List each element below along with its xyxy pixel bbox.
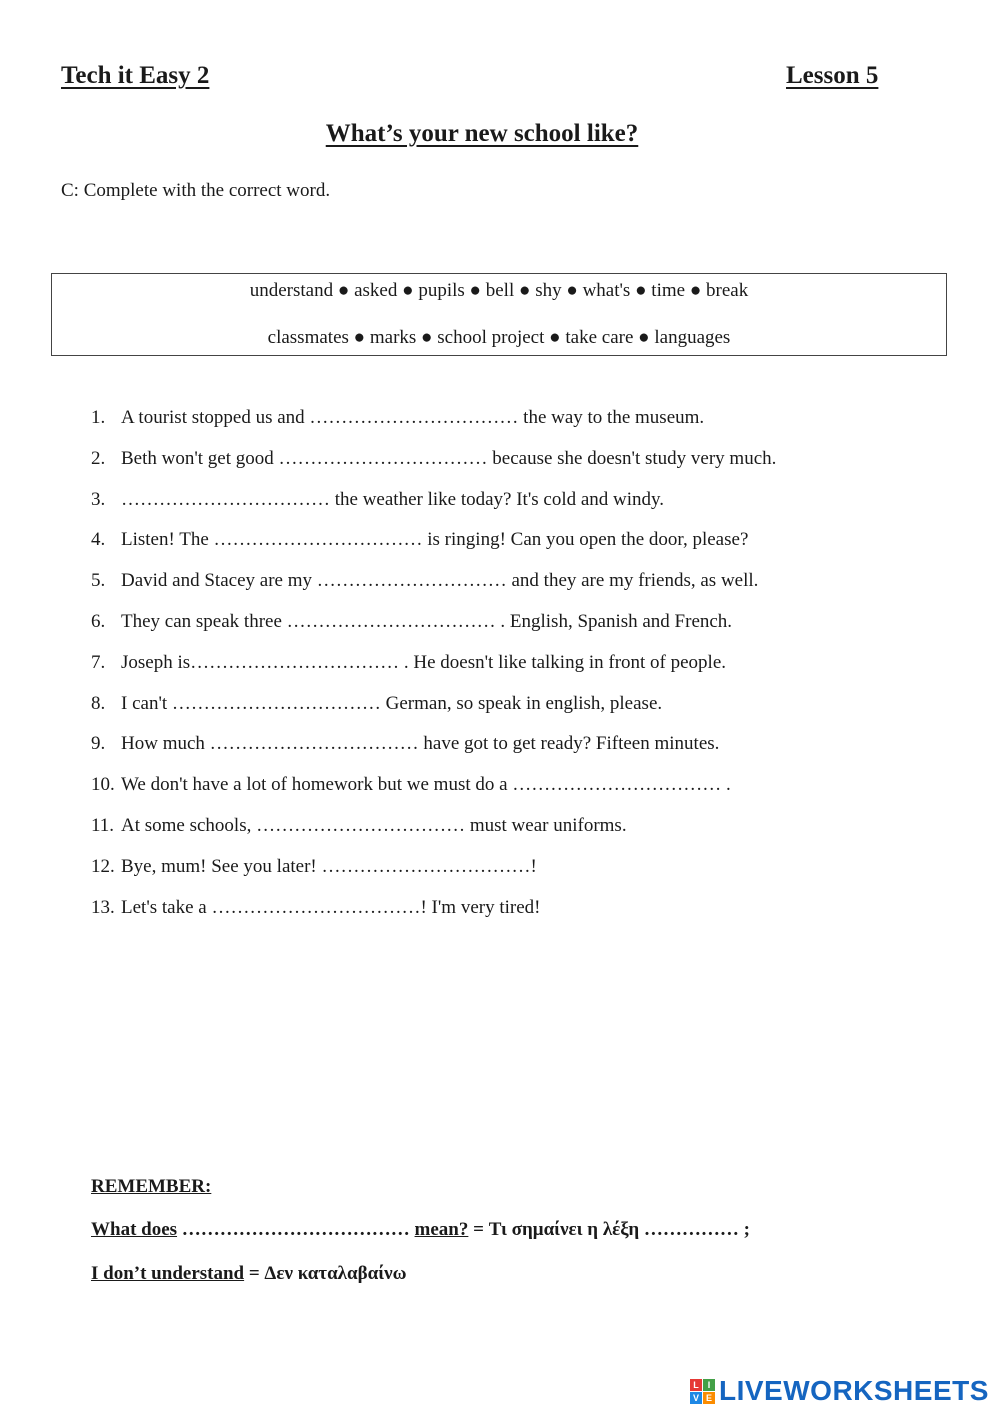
- question-text: At some schools, …………………………… must wear uniforms.: [121, 814, 627, 836]
- question-item: [91, 611, 951, 652]
- question-text: I can't …………………………… German, so speak in english, please.: [121, 692, 663, 714]
- question-item: [91, 529, 951, 570]
- question-number: 13.: [91, 896, 115, 918]
- logo-letter-tile: I: [703, 1379, 715, 1391]
- liveworksheets-logo: [690, 1375, 989, 1407]
- question-text: Listen! The …………………………… is ringing! Can you open the door, please?: [121, 529, 749, 551]
- question-item: [91, 652, 951, 693]
- question-list: [91, 407, 951, 937]
- question-text: David and Stacey are my ………………………… and they are my friends, as well.: [121, 570, 759, 592]
- question-text: They can speak three …………………………… . English, Spanish and French.: [121, 610, 733, 632]
- question-text: Joseph is…………………………… . He doesn't like talking in front of people.: [121, 651, 727, 673]
- question-number: 7.: [91, 651, 106, 673]
- question-text: Beth won't get good …………………………… because she doesn't study very much.: [121, 447, 777, 469]
- question-number: 2.: [91, 447, 106, 469]
- question-item: [91, 774, 951, 815]
- blank-dots: ………………………………: [181, 1219, 415, 1240]
- question-item: [91, 733, 951, 774]
- worksheet-series-title: Tech it Easy 2: [61, 62, 210, 89]
- question-item: [91, 489, 951, 530]
- logo-letter-tile: E: [703, 1392, 715, 1404]
- question-number: 10.: [91, 774, 115, 796]
- word-bank-line-2: classmates ● marks ● school project ● take care ● languages: [267, 327, 731, 348]
- question-text: We don't have a lot of homework but we must do a …………………………… .: [121, 774, 731, 796]
- question-item: [91, 407, 951, 448]
- question-item: [91, 897, 951, 938]
- phrase-what-does: What does: [91, 1219, 178, 1240]
- remember-line-dont-understand: [91, 1263, 407, 1285]
- question-item: [91, 448, 951, 489]
- question-number: 8.: [91, 692, 106, 714]
- question-item: [91, 570, 951, 611]
- greek-translation-mean: = Τι σημαίνει η λέξη …………… ;: [468, 1219, 750, 1240]
- greek-translation-dont-understand: = Δεν καταλαβαίνω: [244, 1263, 407, 1284]
- logo-letter-tile: V: [690, 1392, 702, 1404]
- remember-heading: REMEMBER:: [91, 1176, 212, 1197]
- question-text: Let's take a ……………………………! I'm very tired!: [121, 896, 541, 918]
- lesson-label: Lesson 5: [786, 62, 879, 89]
- question-item: [91, 815, 951, 856]
- question-text: Bye, mum! See you later! ……………………………!: [121, 855, 537, 877]
- question-text: …………………………… the weather like today? It's cold and windy.: [121, 488, 665, 510]
- logo-letter-tile: L: [690, 1379, 702, 1391]
- question-text: A tourist stopped us and …………………………… the way to the museum.: [121, 407, 705, 428]
- question-number: 6.: [91, 610, 106, 632]
- question-number: 4.: [91, 529, 106, 551]
- question-item: [91, 856, 951, 897]
- phrase-mean: mean?: [414, 1219, 469, 1240]
- question-number: 12.: [91, 855, 115, 877]
- question-number: 9.: [91, 733, 106, 755]
- question-number: 1.: [91, 407, 106, 428]
- question-number: 11.: [91, 814, 115, 836]
- remember-line-what-does: [91, 1219, 750, 1241]
- word-bank-box: [51, 273, 947, 356]
- logo-text: LIVEWORKSHEETS: [719, 1375, 989, 1406]
- question-number: 3.: [91, 488, 106, 510]
- question-text: How much …………………………… have got to get ready? Fifteen minutes.: [121, 733, 720, 755]
- question-item: [91, 693, 951, 734]
- logo-mark-icon: [690, 1379, 715, 1404]
- word-bank-line-1: understand ● asked ● pupils ● bell ● shy ● what's ● time ● break: [249, 280, 749, 301]
- exercise-instruction: C: Complete with the correct word.: [61, 180, 331, 201]
- question-number: 5.: [91, 570, 106, 592]
- page-title: What’s your new school like?: [325, 120, 639, 147]
- phrase-dont-understand: I don’t understand: [91, 1263, 245, 1284]
